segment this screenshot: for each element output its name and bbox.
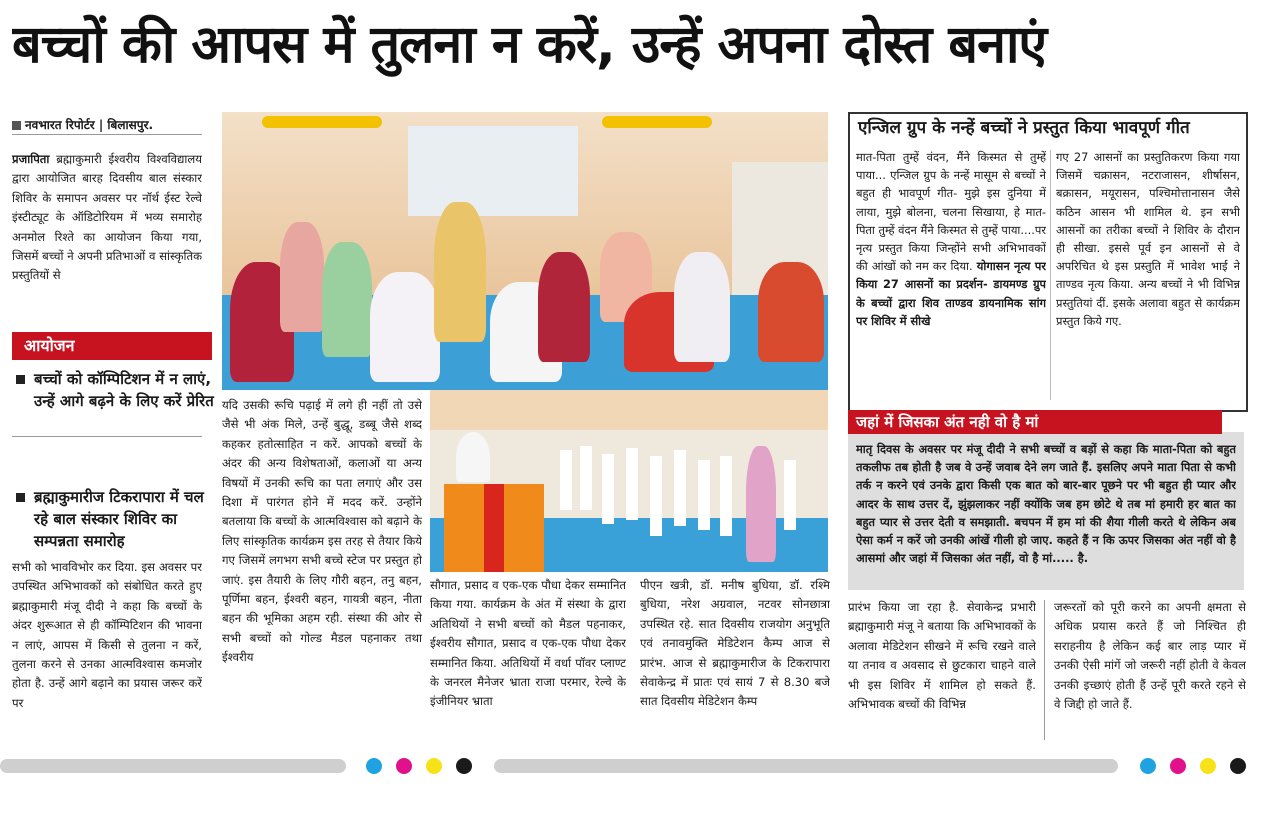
lead-word: प्रजापिता — [12, 152, 50, 166]
sidebox-title: एन्जिल ग्रुप के नन्हें बच्चों ने प्रस्तुत किया भावपूर्ण गीत — [858, 118, 1190, 138]
article-col-2: यदि उसकी रूचि पढ़ाई में लगे ही नहीं तो उसे जैसे भी अंक मिले, उन्हें बुद्धू, डब्बू जैसे शब्द कहकर हतोत्साहित न करें. आपको बच्चों के अंदर की अन्य विशेषताओं, कलाओं या अन्य विषयों में उनकी रूचि का पता लगाएं और उस दिशा में पारंगत होने में मदद करें. उन्होंने बतलाया कि बच्चों के आत्मविश्वास को बढ़ाने के लिए सांस्कृतिक कार्यक्रम इस तरह से तैयार किये गए जिसमें लगभग सभी बच्चे स्टेज पर प्रस्तुत हो जाएं. इस तैयारी के लिए गौरी बहन, तनु बहन, पूर्णिमा बहन, ईश्वरी बहन, गायत्री बहन, नीता बहन की भूमिका अहम रही. संस्था की ओर से सभी बच्चों को गोल्ड मैडल पहनाकर तथा ईश्वरीय — [222, 398, 422, 665]
yoga-dance-photo — [430, 390, 828, 572]
article-col-5: प्रारंभ किया जा रहा है. सेवाकेन्द्र प्रभारी ब्रह्माकुमारी मंजू ने बताया कि अभिभावकों के अलावा मेडिटेशन सीखने में रूचि रखने वाले या तनाव व अवसाद से छुटकारा चाहने वाले भी इस शिविर में शामिल हो सकते हैं. अभिभावक बच्चों की विभिन्न — [848, 600, 1036, 712]
marigold-garland-right — [602, 116, 712, 128]
highlight-bullet-2: ब्रह्माकुमारीज टिकरापारा में चल रहे बाल संस्कार शिविर का सम्पन्नता समारोह — [12, 486, 222, 552]
magenta-dot — [396, 758, 412, 774]
cyan-dot-right — [1140, 758, 1156, 774]
sidebox-right-end: इसके अलावा बहुत से कार्यक्रम प्रस्तुत किये गए. — [1056, 295, 1240, 328]
article-col-1: सभी को भावविभोर कर दिया. इस अवसर पर उपस्थित अभिभावकों को संबोधित करते हुए ब्रह्माकुमारी मंजू दीदी ने कहा कि बच्चों के अंदर शुरूआत से ही कॉम्पिटिशन की भावना न लाएं, आपस में किसी से तुलना न करें, तुलना करने से उनका आत्मविश्वास कमजोर होता है. उन्हें आगे बढ़ाने का प्रयास जरूर करें पर — [12, 560, 202, 710]
byline — [12, 116, 207, 133]
article-col-6: जरूरतों को पूरी करने का अपनी क्षमता से अधिक प्रयास करते हैं जो निश्चित ही सराहनीय है लेकिन कई बार लाड़ प्यार में उनकी ऐसी मांगें जो जरूरी नहीं होती वे केवल उनकी इच्छाएं होती हैं उन्हें पूरी करते रहने से वे जिद्दी हो जाते हैं. — [1054, 600, 1246, 712]
angel-group-sidebox — [848, 112, 1248, 412]
performer-figure — [746, 446, 776, 562]
bullet-divider — [12, 436, 202, 437]
article-lead — [12, 150, 202, 314]
sidebox-left-text: मात-पिता तुम्हें वंदन, मैंने किस्मत से तुम्हें पाया... एन्जिल ग्रुप के नन्हें मासूम से बच्चों ने बहुत ही भावपूर्ण गीत- मुझे इस दुनिया में लाया, मुझे बोलना, चलना सिखाया, हे मात-पिता तुम्हें वंदन मैंने किस्मत से तुम्हें पाया....पर नृत्य प्रस्तुत किया जिन्होंने सभी अभिभावकों की आंखों को नम कर दिया. — [856, 150, 1046, 274]
mother-quote-box — [848, 432, 1244, 590]
yellow-dot-right — [1200, 758, 1216, 774]
quote-box-title: जहां में जिसका अंत नही वो है मां — [848, 410, 1222, 434]
sidebox-left-subhead: योगासन नृत्य पर किया 27 आसनों का प्रदर्शन- डायमण्ड ग्रुप के बच्चों द्वारा शिव ताण्डव डायनामिक सांग पर शिविर में सीखे — [856, 259, 1046, 328]
sidebox-right-text: गए 27 आसनों का प्रस्तुतिकरण किया गया जिसमें चक्रासन, नटराजासन, शीर्षासन, बक्रासन, मयूरासन, पश्चिमोत्तानासन जैसे कठिन आसन भी शामिल थे. इन सभी आसनों का तरीका बच्चों ने शिविर के दौरान ही सीखा. इससे पूर्व इन आसनों से वे अपरिचित थे इस प्रस्तुति में भावेश भाई ने ताण्डव नृत्य किया. अन्य बच्चों ने भी विभिन्न प्रस्तुतियां दीं. — [1056, 150, 1240, 310]
magenta-dot-right — [1170, 758, 1186, 774]
highlight-bullet-1: बच्चों को कॉम्पिटिशन में न लाएं, उन्हें आगे बढ़ने के लिए करें प्रेरित — [12, 368, 222, 412]
dance-performance-photo — [222, 112, 828, 390]
sidebox-right-col — [1056, 148, 1240, 404]
cyan-dot — [366, 758, 382, 774]
stage-screen — [408, 126, 578, 216]
byline-text: नवभारत रिपोर्टर | बिलासपुर. — [25, 118, 154, 132]
article-col-3: सौगात, प्रसाद व एक-एक पौधा देकर सम्मानित किया गया. कार्यक्रम के अंत में संस्था के द्वारा अतिथियों ने सभी बच्चों को मैडल पहनाकर, ईश्वरीय सौगात, प्रसाद व एक-एक पौधा देकर सम्मानित किया. अतिथियों में वर्धा पॉवर प्लाण्ट के जनरल मैनेजर भ्राता राजा परमार, रेल्वे के इंजीनियर भ्राता — [430, 578, 626, 709]
black-dot — [456, 758, 472, 774]
black-dot-right — [1230, 758, 1246, 774]
column-divider — [1044, 600, 1045, 740]
speaker-figure — [456, 432, 490, 482]
marigold-garland — [262, 116, 382, 128]
lead-text: ब्रह्माकुमारी ईश्वरीय विश्वविद्यालय द्वारा आयोजित बारह दिवसीय बाल संस्कार शिविर के समापन अवसर पर नॉर्थ ईस्ट रेल्वे इंस्टीट्यूट के ऑडिटोरियम में भव्य समारोह अनमोल रिश्ते का आयोजन किया गया, जिसमें बच्चों ने अपनी प्रतिभाओं व सांस्कृतिक प्रस्तुतियों से — [12, 152, 202, 283]
headline: बच्चों की आपस में तुलना न करें, उन्हें अपना दोस्त बनाएं — [12, 15, 1047, 75]
byline-rule — [12, 134, 202, 135]
quote-text: मातृ दिवस के अवसर पर मंजू दीदी ने सभी बच्चों व बड़ों से कहा कि माता-पिता को बहुत तकलीफ तब होती है जब वे उन्हें जवाब देने लग जाते हैं. इसलिए अपने माता पिता से कभी तर्क न करने एवं उनके द्वारा किसी एक बात को बार-बार पूछने पर भी बहुत ही प्यार और आदर के साथ उत्तर दें, झुंझलाकर नहीं क्योंकि जब हम छोटे थे तब मां हमारी हर बात का बहुत प्यार से उत्तर देती व समझाती. बचपन में हम मां की शैया गीली करते थे लेकिन अब ऐसा कर्म न करें जो उनकी आंखें गीली हो जाए. कहते हैं न कि ऊपर जिसका अंत नहीं वो है आसमां और जहां में जिसका अंत नहीं, वो है मां..... है. — [856, 442, 1236, 566]
section-label-bar: आयोजन — [12, 332, 212, 360]
article-col-4: पीएन खत्री, डॉ. मनीष बुधिया, डॉ. रश्मि बुधिया, नरेश अग्रवाल, नटवर सोनछात्रा उपस्थित रहे. सात दिवसीय राजयोग अनुभूति एवं तनावमुक्ति मेडिटेशन कैम्प आज से प्रारंभ. आज से ब्रह्माकुमारीज के टिकरापारा सेवाकेन्द्र में प्रातः एवं सायं 7 से 8.30 बजे सात दिवसीय मेडिटेशन कैम्प — [640, 578, 830, 709]
square-bullet-icon — [12, 121, 21, 130]
yellow-dot — [426, 758, 442, 774]
podium — [444, 484, 544, 572]
print-strip-left — [0, 759, 346, 773]
print-strip-right — [494, 759, 1118, 773]
sidebox-left-col — [856, 148, 1046, 404]
